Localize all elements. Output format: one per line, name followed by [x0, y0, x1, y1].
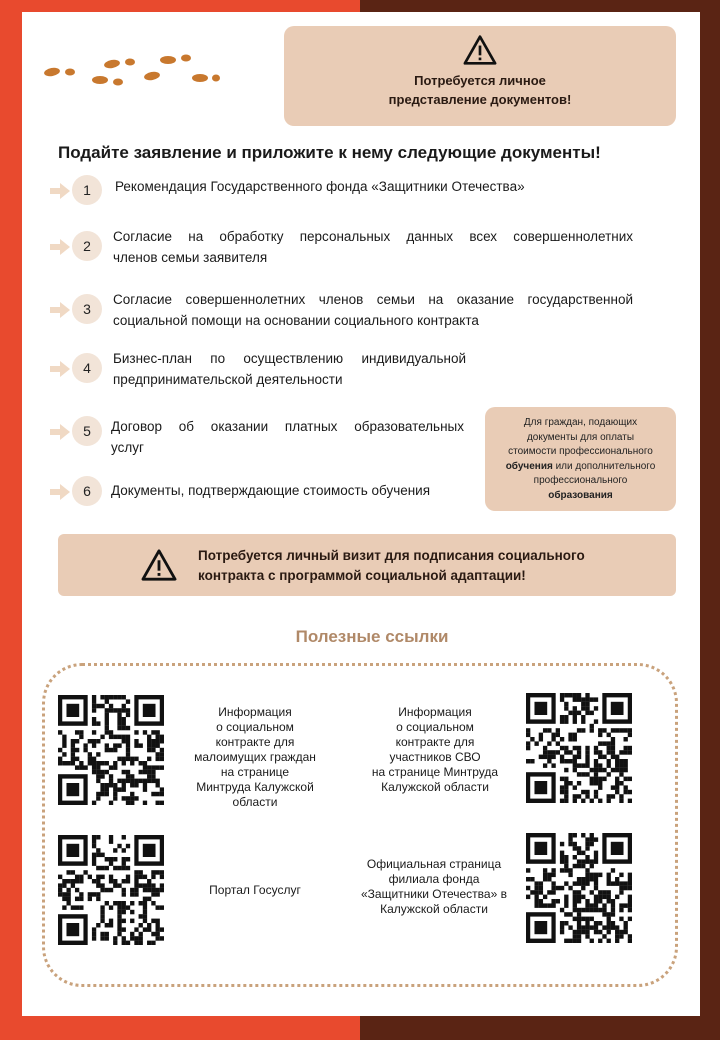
note-line: документы для оплаты: [526, 431, 635, 443]
note-line: стоимости профессионального: [508, 446, 653, 457]
link-caption: Официальная страница филиала фонда «Защитники Отечества» в Калужской области: [361, 857, 507, 916]
item-number: 4: [72, 353, 102, 383]
education-note: [485, 407, 676, 511]
banner-line: представление документов!: [388, 92, 572, 107]
arrow-right-icon: [48, 179, 72, 203]
warning-icon: [140, 548, 178, 582]
arrow-right-icon: [48, 298, 72, 322]
item-text: Бизнес-план по осуществлению индивидуальной предпринимательской деятельности: [113, 351, 466, 387]
banner-line: Потребуется личное: [414, 73, 546, 88]
note-line: обучения или дополнительного: [505, 460, 656, 472]
item-text: Рекомендация Государственного фонда «Защитники Отечества»: [115, 179, 525, 194]
useful-links-title: Полезные ссылки: [295, 627, 449, 646]
item-number: 6: [72, 476, 102, 506]
item-number: 2: [72, 231, 102, 261]
arrow-right-icon: [48, 480, 72, 504]
item-text: Документы, подтверждающие стоимость обучения: [111, 483, 431, 498]
footprints-icon: [40, 52, 220, 92]
banner-line: Потребуется личный визит для подписания социального: [198, 548, 585, 563]
item-text: Договор об оказании платных образовательных услуг: [111, 419, 464, 455]
link-caption: Информация о социальном контракте для участников СВО на странице Минтруда Калужской области: [371, 705, 499, 794]
arrow-right-icon: [48, 235, 72, 259]
personal-visit-banner: [58, 534, 676, 596]
note-line: профессионального: [533, 475, 628, 486]
item-text: Согласие на обработку персональных данных всех совершеннолетних членов семьи заявителя: [113, 229, 633, 265]
qr-code-icon[interactable]: [526, 833, 632, 943]
page-title: Подайте заявление и приложите к нему следующие документы!: [58, 143, 601, 162]
item-number: 1: [72, 175, 102, 205]
qr-code-icon[interactable]: [58, 835, 164, 945]
qr-code-icon[interactable]: [526, 693, 632, 803]
item-number: 5: [72, 416, 102, 446]
item-number: 3: [72, 294, 102, 324]
warning-icon: [462, 34, 498, 66]
note-line: образования: [548, 489, 613, 501]
arrow-right-icon: [48, 357, 72, 381]
arrow-right-icon: [48, 420, 72, 444]
note-line: Для граждан, подающих: [523, 417, 638, 428]
link-caption: Информация о социальном контракте для малоимущих граждан на странице Минтруда Калужской области: [194, 705, 316, 809]
qr-code-icon[interactable]: [58, 695, 164, 805]
link-caption: Портал Госуслуг: [209, 883, 301, 897]
personal-submission-banner: [284, 26, 676, 126]
banner-line: контракта с программой социальной адаптации!: [198, 568, 526, 583]
item-text: Согласие совершеннолетних членов семьи на оказание государственной социальной помощи на основании социального контракта: [113, 292, 633, 328]
